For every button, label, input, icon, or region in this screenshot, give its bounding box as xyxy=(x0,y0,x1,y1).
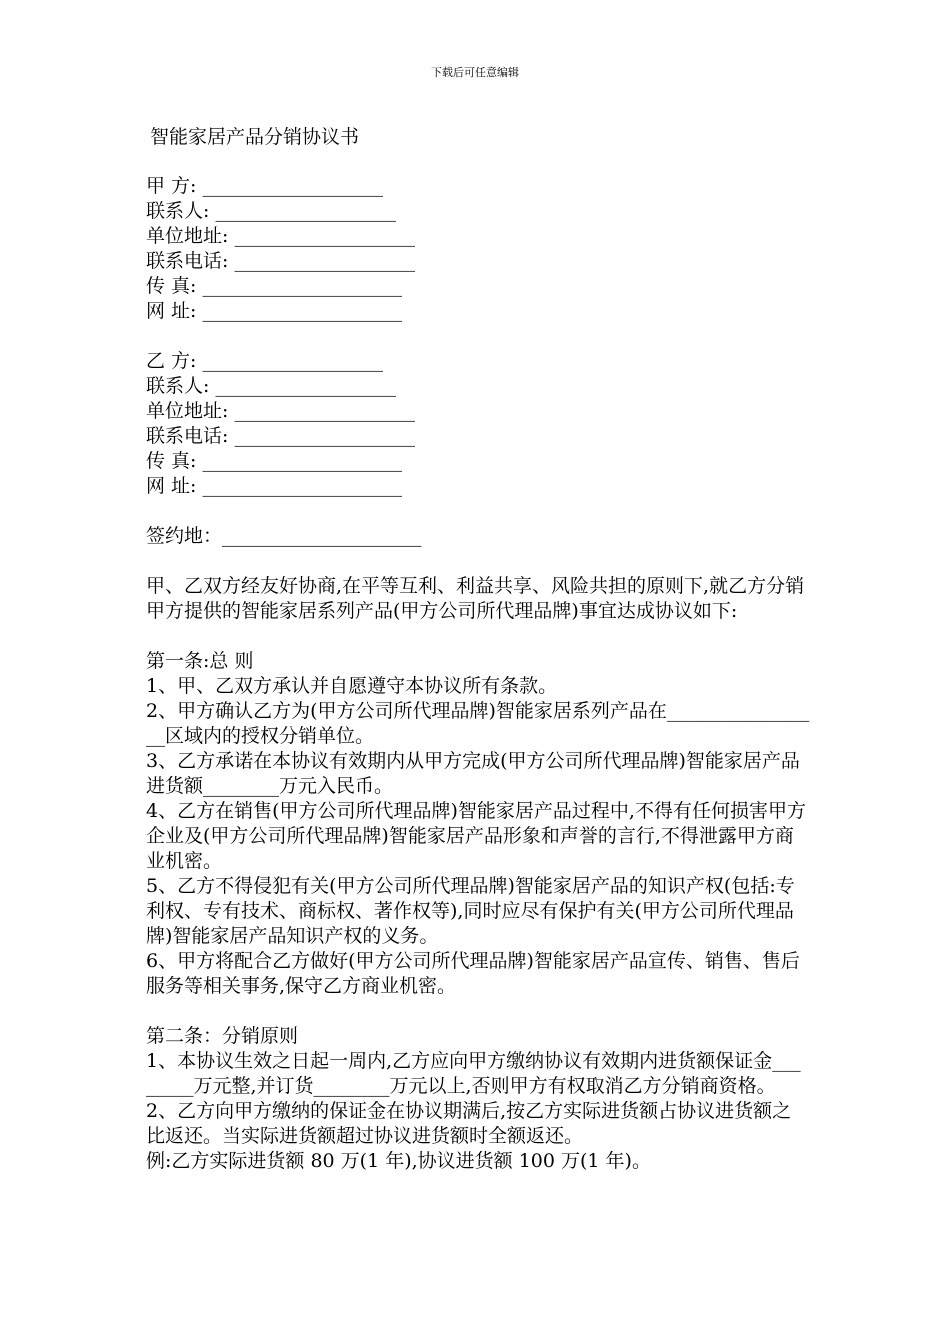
document-body xyxy=(146,174,810,1174)
article-1-item: 2、甲方确认乙方为(甲方公司所代理品牌)智能家居系列产品在_________________区域内的授权分销单位。 xyxy=(146,700,810,747)
article-2 xyxy=(146,1024,810,1174)
party-a-fax-field: 传 真: _____________________ xyxy=(146,275,402,297)
spacer xyxy=(146,999,810,1024)
spacer xyxy=(146,499,810,524)
article-1 xyxy=(146,649,810,999)
spacer xyxy=(146,549,810,574)
article-1-item: 6、甲方将配合乙方做好(甲方公司所代理品牌)智能家居产品宣传、销售、售后服务等相关事务,保守乙方商业机密。 xyxy=(146,950,800,997)
party-a-contact-field: 联系人: ___________________ xyxy=(146,200,396,222)
party-b-block xyxy=(146,349,810,499)
article-1-heading: 第一条:总 则 xyxy=(146,650,254,672)
party-a-address-field: 单位地址: ___________________ xyxy=(146,225,415,247)
party-b-name-field: 乙 方: ___________________ xyxy=(146,350,383,372)
party-a-website-field: 网 址: _____________________ xyxy=(146,300,402,322)
party-a-phone-field: 联系电话: ___________________ xyxy=(146,250,415,272)
article-2-item: 2、乙方向甲方缴纳的保证金在协议期满后,按乙方实际进货额占协议进货额之比返还。当实际进货额超过协议进货额时全额返还。 xyxy=(146,1100,792,1147)
article-2-item: 1、本协议生效之日起一周内,乙方应向甲方缴纳协议有效期内进货额保证金________万元整,并订货________万元以上,否则甲方有权取消乙方分销商资格。 xyxy=(146,1050,801,1097)
article-1-item: 4、乙方在销售(甲方公司所代理品牌)智能家居产品过程中,不得有任何损害甲方企业及(甲方公司所代理品牌)智能家居产品形象和声誉的言行,不得泄露甲方商业机密。 xyxy=(146,800,806,872)
signing-place-field: 签约地：_____________________ xyxy=(146,525,422,547)
party-a-block xyxy=(146,174,810,324)
party-a-name-field: 甲 方: ___________________ xyxy=(146,175,383,197)
party-b-phone-field: 联系电话: ___________________ xyxy=(146,425,415,447)
article-1-item: 5、乙方不得侵犯有关(甲方公司所代理品牌)智能家居产品的知识产权(包括:专利权、专有技术、商标权、著作权等),同时应尽有保护有关(甲方公司所代理品牌)智能家居产品知识产权的义务。 xyxy=(146,875,795,947)
party-b-website-field: 网 址: _____________________ xyxy=(146,475,402,497)
spacer xyxy=(146,624,810,649)
party-b-contact-field: 联系人: ___________________ xyxy=(146,375,396,397)
header-note: 下载后可任意编辑 xyxy=(431,66,519,79)
article-2-heading: 第二条：分销原则 xyxy=(146,1025,299,1047)
spacer xyxy=(146,324,810,349)
party-b-fax-field: 传 真: _____________________ xyxy=(146,450,402,472)
party-b-address-field: 单位地址: ___________________ xyxy=(146,400,415,422)
article-2-item: 例:乙方实际进货额 80 万(1 年),协议进货额 100 万(1 年)。 xyxy=(146,1150,651,1172)
article-1-item: 3、乙方承诺在本协议有效期内从甲方完成(甲方公司所代理品牌)智能家居产品进货额________万元入民币。 xyxy=(146,750,800,797)
document-title: 智能家居产品分销协议书 xyxy=(150,126,360,148)
article-1-item: 1、甲、乙双方承认并自愿遵守本协议所有条款。 xyxy=(146,675,558,697)
intro-paragraph: 甲、乙双方经友好协商,在平等互利、利益共享、风险共担的原则下,就乙方分销甲方提供的智能家居系列产品(甲方公司所代理品牌)事宜达成协议如下: xyxy=(146,575,805,622)
